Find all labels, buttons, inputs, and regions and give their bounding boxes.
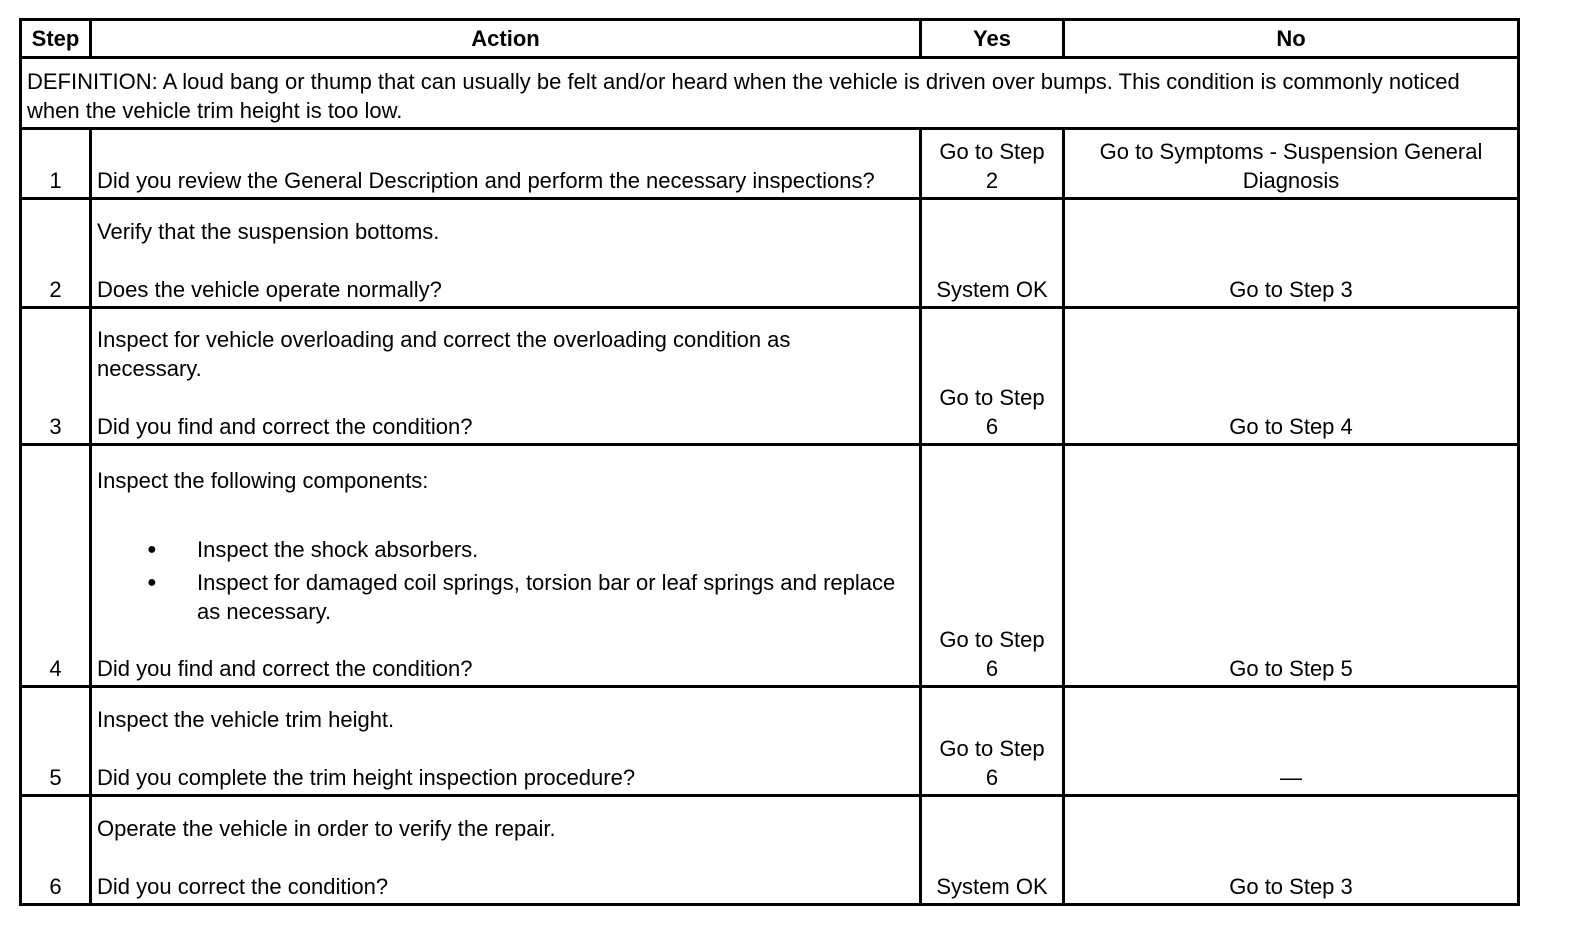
step-number: 2 bbox=[21, 199, 91, 308]
action-cell bbox=[91, 199, 921, 308]
step-number: 4 bbox=[21, 445, 91, 687]
yes-line: 6 bbox=[985, 656, 999, 681]
no-line: Go to Symptoms - Suspension General bbox=[1099, 139, 1483, 164]
yes-line: Go to Step bbox=[939, 139, 1045, 164]
yes-line: 6 bbox=[985, 414, 999, 439]
action-question: Did you complete the trim height inspection procedure? bbox=[97, 765, 636, 790]
list-item: ● Inspect the shock absorbers. bbox=[197, 535, 914, 564]
no-cell bbox=[1064, 308, 1519, 445]
table-row bbox=[21, 199, 1519, 308]
action-cell bbox=[91, 129, 921, 199]
action-instruction: Verify that the suspension bottoms. bbox=[97, 219, 440, 244]
action-question: Does the vehicle operate normally? bbox=[97, 277, 442, 302]
definition-text: DEFINITION: A loud bang or thump that can usually be felt and/or heard when the vehicle is driven over bumps. This condition is commonly noticed when the vehicle trim height is too low. bbox=[21, 58, 1519, 129]
action-cell bbox=[91, 687, 921, 796]
yes-line: Go to Step bbox=[939, 627, 1045, 652]
table-row bbox=[21, 308, 1519, 445]
action-cell bbox=[91, 445, 921, 687]
yes-cell bbox=[921, 308, 1064, 445]
no-line: Go to Step 5 bbox=[1229, 656, 1353, 681]
yes-line: Go to Step bbox=[939, 736, 1045, 761]
definition-row bbox=[21, 58, 1519, 129]
step-number: 5 bbox=[21, 687, 91, 796]
step-number: 3 bbox=[21, 308, 91, 445]
header-no: No bbox=[1064, 20, 1519, 58]
no-line: Go to Step 4 bbox=[1229, 414, 1353, 439]
yes-cell bbox=[921, 199, 1064, 308]
table-row bbox=[21, 687, 1519, 796]
yes-cell bbox=[921, 129, 1064, 199]
yes-cell bbox=[921, 687, 1064, 796]
yes-line: 2 bbox=[985, 168, 999, 193]
action-instruction: Operate the vehicle in order to verify the repair. bbox=[97, 816, 556, 841]
action-question: Did you review the General Description and perform the necessary inspections? bbox=[97, 168, 875, 193]
table-row bbox=[21, 445, 1519, 687]
step-number: 1 bbox=[21, 129, 91, 199]
no-line: Diagnosis bbox=[1242, 168, 1340, 193]
action-question: Did you find and correct the condition? bbox=[97, 414, 473, 439]
no-line: Go to Step 3 bbox=[1229, 277, 1353, 302]
header-action: Action bbox=[91, 20, 921, 58]
header-row bbox=[21, 20, 1519, 58]
yes-cell bbox=[921, 445, 1064, 687]
no-cell bbox=[1064, 796, 1519, 905]
table-row bbox=[21, 796, 1519, 905]
yes-line: 6 bbox=[985, 765, 999, 790]
step-number: 6 bbox=[21, 796, 91, 905]
component-list bbox=[97, 535, 914, 626]
yes-line: System OK bbox=[936, 277, 1048, 302]
no-line: — bbox=[1280, 765, 1302, 790]
yes-line: System OK bbox=[936, 874, 1048, 899]
action-question: Did you correct the condition? bbox=[97, 874, 389, 899]
header-step: Step bbox=[21, 20, 91, 58]
yes-line: Go to Step bbox=[939, 385, 1045, 410]
table-row bbox=[21, 129, 1519, 199]
no-cell bbox=[1064, 445, 1519, 687]
list-item: ● Inspect for damaged coil springs, torsion bar or leaf springs and replace as necessary. bbox=[197, 568, 897, 626]
header-yes: Yes bbox=[921, 20, 1064, 58]
no-cell bbox=[1064, 199, 1519, 308]
no-cell bbox=[1064, 129, 1519, 199]
no-line: Go to Step 3 bbox=[1229, 874, 1353, 899]
diagnostic-table bbox=[19, 18, 1520, 906]
action-instruction: Inspect for vehicle overloading and correct the overloading condition as necessary. bbox=[97, 327, 791, 381]
action-cell bbox=[91, 796, 921, 905]
action-question: Did you find and correct the condition? bbox=[97, 656, 473, 681]
action-instruction: Inspect the vehicle trim height. bbox=[97, 707, 395, 732]
action-instruction: Inspect the following components: bbox=[97, 468, 429, 493]
no-cell bbox=[1064, 687, 1519, 796]
action-cell bbox=[91, 308, 921, 445]
yes-cell bbox=[921, 796, 1064, 905]
